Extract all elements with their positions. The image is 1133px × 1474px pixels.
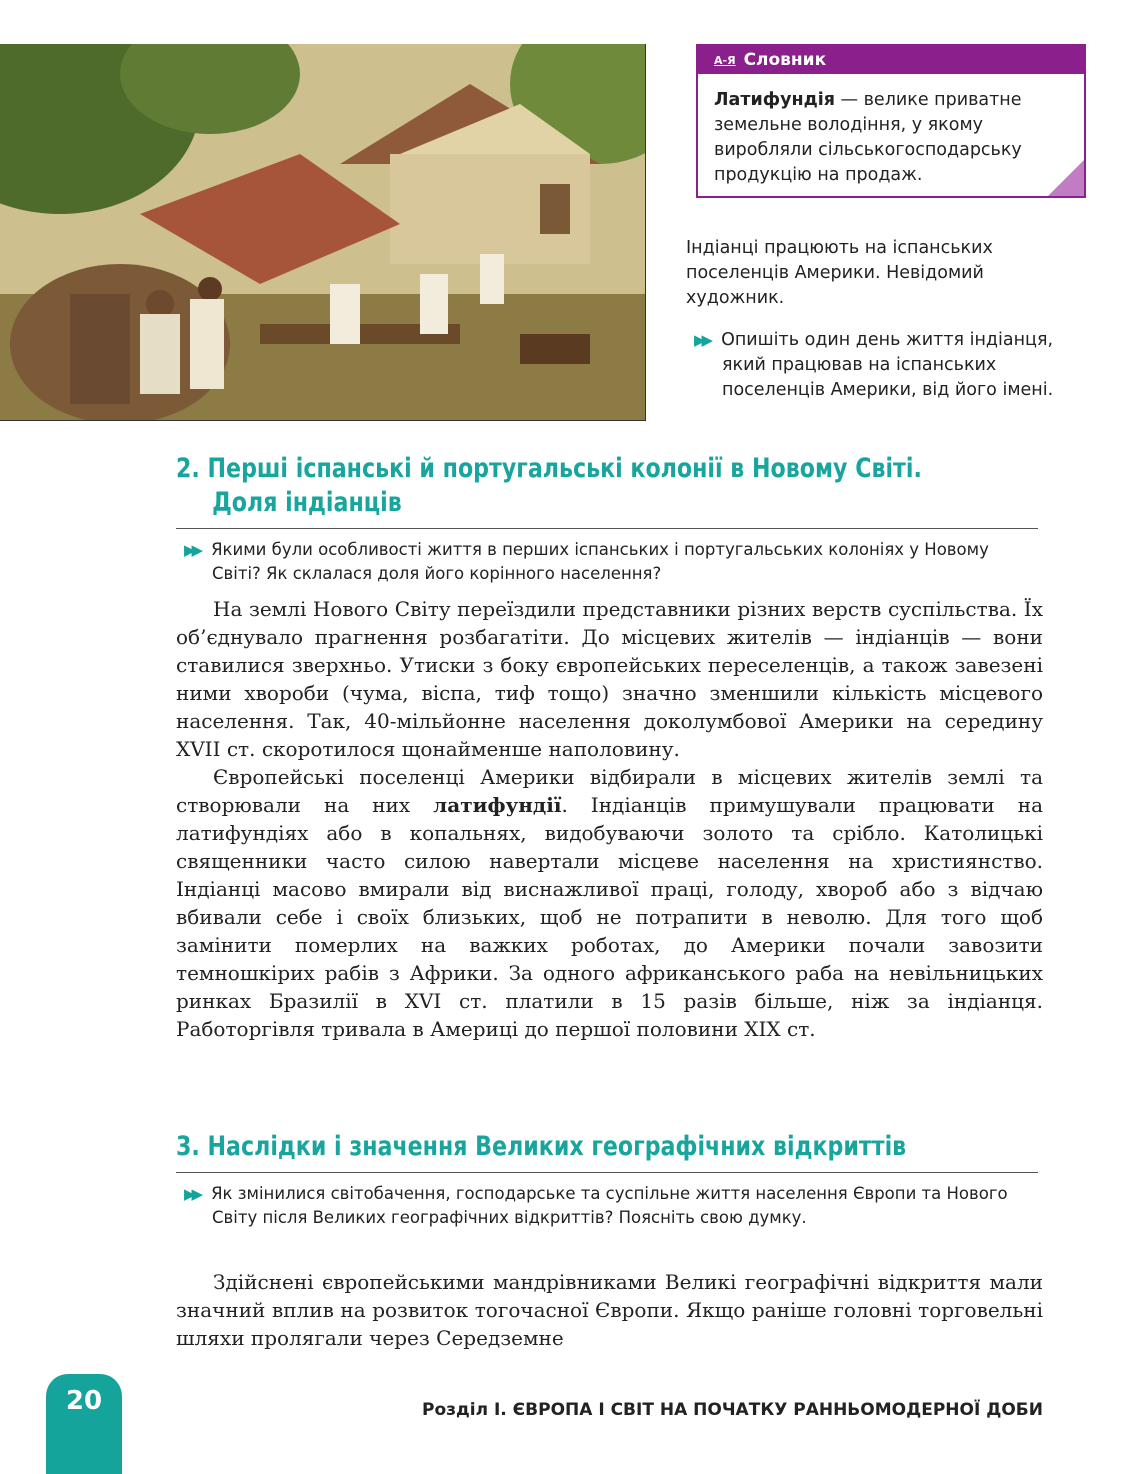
section-2-question	[184, 538, 1032, 586]
corner-fold-icon	[1048, 160, 1084, 196]
paragraph-2-text-end: . Індіанців примушували працювати на латифундіях або в копальнях, видобуваючи золото та срібло. Католицькі священники часто силою навертали місцеве населення на християнство. Індіанці масово вмирали від виснажливої праці, голоду, хвороб або з відчаю вбивали себе і своїх близьких, щоб не потрапити в неволю. Для того щоб замінити померлих на важких роботах, до Америки почали завозити темношкірих рабів з Африки. За одного африканського раба на невільницьких ринках Бразилії в XVI ст. платили в 15 разів більше, ніж за індіанця. Работоргівля тривала в Америці до першої половини XIX ст.	[176, 793, 1044, 1041]
section-2-title-line2: Доля індіанців	[212, 487, 402, 518]
glossary-title: Словник	[743, 50, 827, 70]
section-2-question-text: Якими були особливості життя в перших іспанських і португальських колоніях у Новому Світі? Як склалася доля його корінного населення?	[211, 540, 989, 583]
dictionary-icon: А-Я	[714, 53, 736, 67]
section-3-body	[176, 1268, 1043, 1352]
double-arrow-icon: ▶▶	[184, 1185, 200, 1203]
section-2-body	[176, 595, 1043, 1043]
painting-image	[0, 44, 645, 420]
section-3-paragraph-1: Здійснені європейськими мандрівниками Великі географічні відкриття мали значний вплив на розвиток тогочасної Європи. Якщо раніше головні торговельні шляхи пролягали через Середземне	[176, 1270, 1043, 1350]
term-latifundia: латифундії	[433, 793, 562, 817]
page-number: 20	[46, 1374, 122, 1474]
double-arrow-icon: ▶▶	[184, 541, 200, 559]
chapter-footer: Розділ I. ЄВРОПА І СВІТ НА ПОЧАТКУ РАННЬОМОДЕРНОЇ ДОБИ	[422, 1400, 1043, 1420]
section-2-title-line1: 2. Перші іспанські й португальські колонії в Новому Світі.	[176, 453, 922, 484]
illustration-caption: Індіанці працюють на іспанських поселенців Америки. Невідомий художник.	[686, 238, 993, 308]
section-3-question	[184, 1182, 1032, 1230]
double-arrow-icon: ▶▶	[694, 331, 710, 349]
glossary-box	[696, 44, 1086, 198]
section-2-paragraph-2	[176, 763, 1043, 1043]
glossary-header	[698, 46, 1084, 74]
glossary-text: — велике приватне земельне володіння, у якому виробляли сільськогосподарську продукцію на продаж.	[714, 90, 1022, 185]
section-2-divider	[176, 528, 1038, 529]
section-2-title	[176, 452, 1037, 520]
caption-task	[694, 328, 1092, 403]
section-2-paragraph-1: На землі Нового Світу переїздили представники різних верств суспільства. Їх об’єднувало прагнення розбагатіти. До місцевих жителів — індіанців — вони ставилися зверхньо. Утиски з боку європейських переселенців, а також завезені ними хвороби (чума, віспа, тиф тощо) значно зменшили кількість місцевого населення. Так, 40-мільйонне населення доколумбової Америки на середину XVII ст. скоротилося щонайменше наполовину.	[176, 597, 1043, 761]
section-3-divider	[176, 1172, 1038, 1173]
section-3-title: 3. Наслідки і значення Великих географічних відкриттів	[176, 1131, 907, 1162]
caption-task-text: Опишіть один день життя індіанця, який працював на іспанських поселенців Америки, від його імені.	[721, 330, 1054, 400]
glossary-definition	[698, 74, 1084, 188]
illustration-indians-working	[0, 44, 646, 421]
glossary-term: Латифундія	[714, 90, 835, 110]
section-3-question-text: Як змінилися світобачення, господарське та суспільне життя населення Європи та Нового Світу після Великих географічних відкриттів? Поясніть свою думку.	[211, 1184, 1008, 1227]
paragraph-2-text-start: Європейські поселенці Америки відбирали в місцевих жителів землі та створювали на них	[176, 765, 1043, 817]
